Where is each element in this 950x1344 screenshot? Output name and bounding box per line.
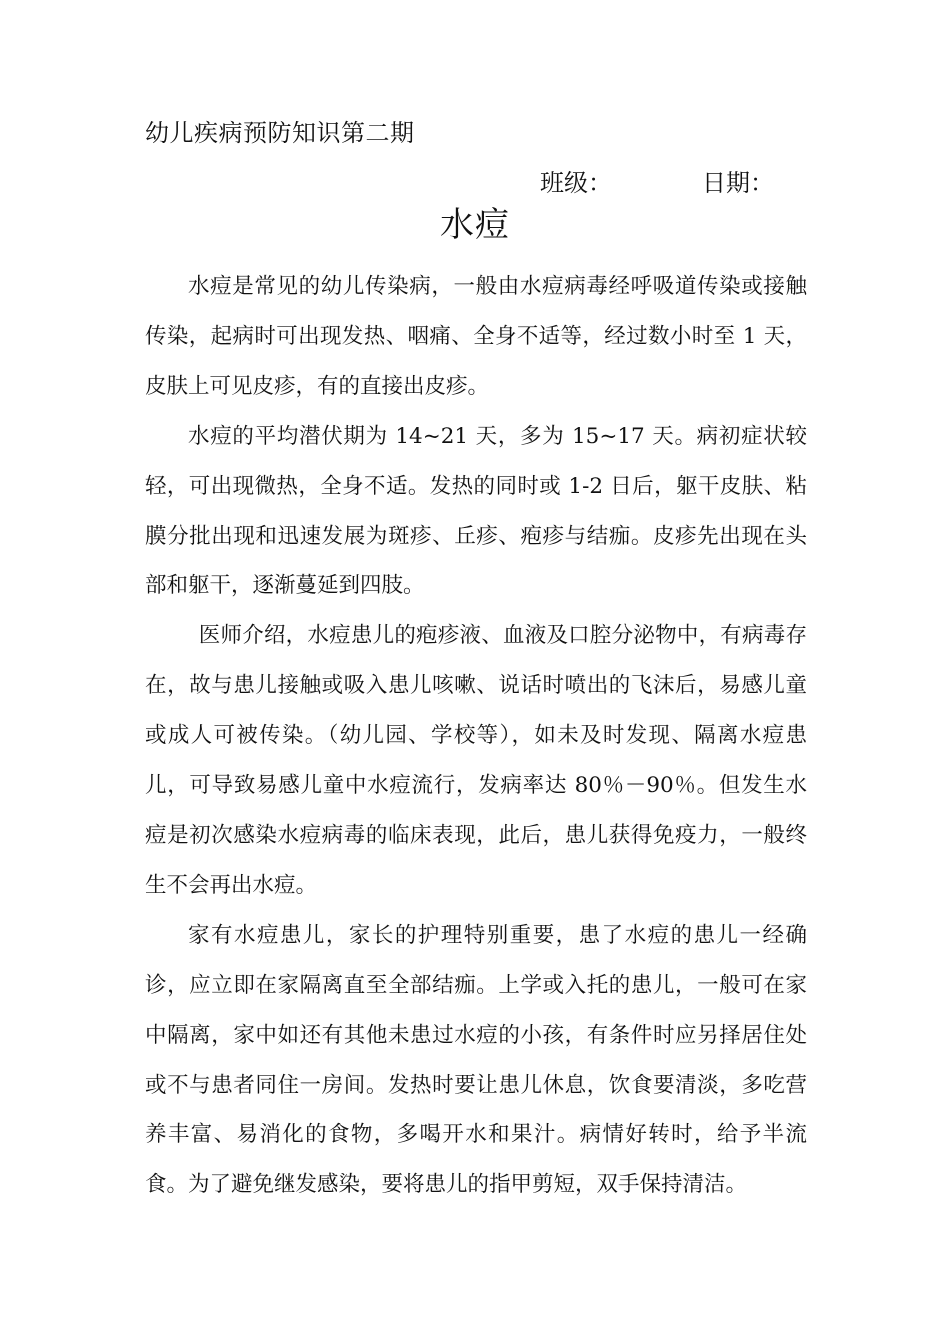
class-date-line	[540, 167, 774, 199]
article-title: 水痘	[440, 205, 510, 245]
paragraph-overview: 水痘是常见的幼儿传染病，一般由水痘病毒经呼吸道传染或接触传染，起病时可出现发热、咽痛、全身不适等，经过数小时至 1 天，皮肤上可见皮疹，有的直接出皮疹。	[145, 274, 807, 399]
date-label: 日期：	[702, 169, 774, 197]
paragraph-transmission: 医师介绍，水痘患儿的疱疹液、血液及口腔分泌物中，有病毒存在，故与患儿接触或吸入患儿咳嗽、说话时喷出的飞沫后，易感儿童或成人可被传染。（幼儿园、学校等），如未及时发现、隔离水痘患儿，可导致易感儿童中水痘流行，发病率达 80％－90％。但发生水痘是初次感染水痘病毒的临床表现，此后，患儿获得免疫力，一般终生不会再出水痘。	[145, 623, 807, 898]
series-title: 幼儿疾病预防知识第二期	[145, 119, 415, 147]
article-body	[145, 262, 807, 1210]
paragraph-home-care: 家有水痘患儿，家长的护理特别重要，患了水痘的患儿一经确诊，应立即在家隔离直至全部结痂。上学或入托的患儿，一般可在家中隔离，家中如还有其他未患过水痘的小孩，有条件时应另择居住处或不与患者同住一房间。发热时要让患儿休息，饮食要清淡，多吃营养丰富、易消化的食物，多喝开水和果汁。病情好转时，给予半流食。为了避免继发感染，要将患儿的指甲剪短，双手保持清洁。	[145, 922, 807, 1198]
class-label: 班级：	[540, 169, 612, 197]
paragraph-incubation: 水痘的平均潜伏期为 14~21 天，多为 15~17 天。病初症状较轻，可出现微热，全身不适。发热的同时或 1-2 日后，躯干皮肤、粘膜分批出现和迅速发展为斑疹、丘疹、疱疹与结痂。皮疹先出现在头部和躯干，逐渐蔓延到四肢。	[145, 423, 807, 599]
